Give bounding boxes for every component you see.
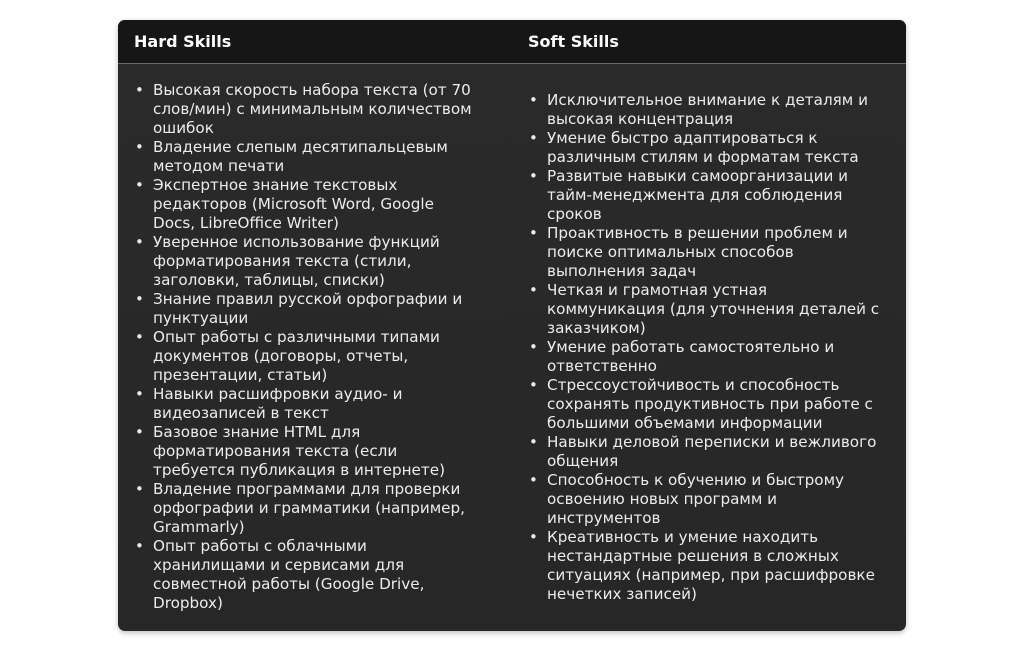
- list-item: • Экспертное знание текстовых редакторов (Microsoft Word, Google Docs, LibreOffice Writer): [135, 176, 434, 232]
- bullet-icon: •: [529, 433, 538, 451]
- bullet-icon: •: [529, 224, 538, 242]
- list-item: • Стрессоустойчивость и способность сохранять продуктивность при работе с большими объемами информации: [529, 376, 873, 432]
- list-item: • Опыт работы с различными типами документов (договоры, отчеты, презентации, статьи): [135, 328, 440, 384]
- list-item: • Высокая скорость набора текста (от 70 слов/мин) с минимальным количеством ошибок: [135, 81, 472, 137]
- list-item: • Развитые навыки самоорганизации и тайм-менеджмента для соблюдения сроков: [529, 167, 849, 223]
- soft-skills-list: [528, 91, 884, 604]
- list-item: • Умение быстро адаптироваться к различным стилям и форматам текста: [529, 129, 859, 166]
- list-item: • Знание правил русской орфографии и пунктуации: [135, 290, 463, 327]
- bullet-icon: •: [529, 338, 538, 356]
- list-item: • Базовое знание HTML для форматирования текста (если требуется публикация в интернете): [135, 423, 446, 479]
- bullet-icon: •: [529, 528, 538, 546]
- list-item: • Опыт работы с облачными хранилищами и сервисами для совместной работы (Google Drive, Dropbox): [135, 537, 425, 612]
- list-item: • Владение программами для проверки орфографии и грамматики (например, Grammarly): [135, 480, 465, 536]
- list-item: • Навыки деловой переписки и вежливого общения: [529, 433, 877, 470]
- bullet-icon: •: [135, 233, 144, 251]
- bullet-icon: •: [135, 176, 144, 194]
- list-item: • Проактивность в решении проблем и поиске оптимальных способов выполнения задач: [529, 224, 848, 280]
- bullet-icon: •: [135, 81, 144, 99]
- bullet-icon: •: [135, 385, 144, 403]
- list-item: • Исключительное внимание к деталям и высокая концентрация: [529, 91, 868, 128]
- table-header: [118, 20, 906, 64]
- bullet-icon: •: [529, 376, 538, 394]
- bullet-icon: •: [135, 480, 144, 498]
- bullet-icon: •: [529, 167, 538, 185]
- bullet-icon: •: [529, 129, 538, 147]
- list-item: • Умение работать самостоятельно и ответственно: [529, 338, 835, 375]
- skills-table: [118, 20, 906, 631]
- list-item: • Навыки расшифровки аудио- и видеозаписей в текст: [135, 385, 403, 422]
- list-item: • Способность к обучению и быстрому освоению новых программ и инструментов: [529, 471, 845, 527]
- soft-skills-heading: Soft Skills: [528, 32, 619, 51]
- list-item: • Владение слепым десятипальцевым методом печати: [135, 138, 448, 175]
- list-item: • Креативность и умение находить нестандартные решения в сложных ситуациях (например, при расшифровке нечетких записей): [529, 528, 875, 603]
- bullet-icon: •: [135, 328, 144, 346]
- bullet-icon: •: [529, 281, 538, 299]
- bullet-icon: •: [529, 91, 538, 109]
- list-item: • Четкая и грамотная устная коммуникация (для уточнения деталей с заказчиком): [529, 281, 880, 337]
- bullet-icon: •: [135, 138, 144, 156]
- hard-skills-heading: Hard Skills: [134, 32, 232, 51]
- bullet-icon: •: [529, 471, 538, 489]
- bullet-icon: •: [135, 537, 144, 555]
- hard-skills-list: [134, 81, 479, 613]
- bullet-icon: •: [135, 423, 144, 441]
- bullet-icon: •: [135, 290, 144, 308]
- list-item: • Уверенное использование функций форматирования текста (стили, заголовки, таблицы, списки): [135, 233, 440, 289]
